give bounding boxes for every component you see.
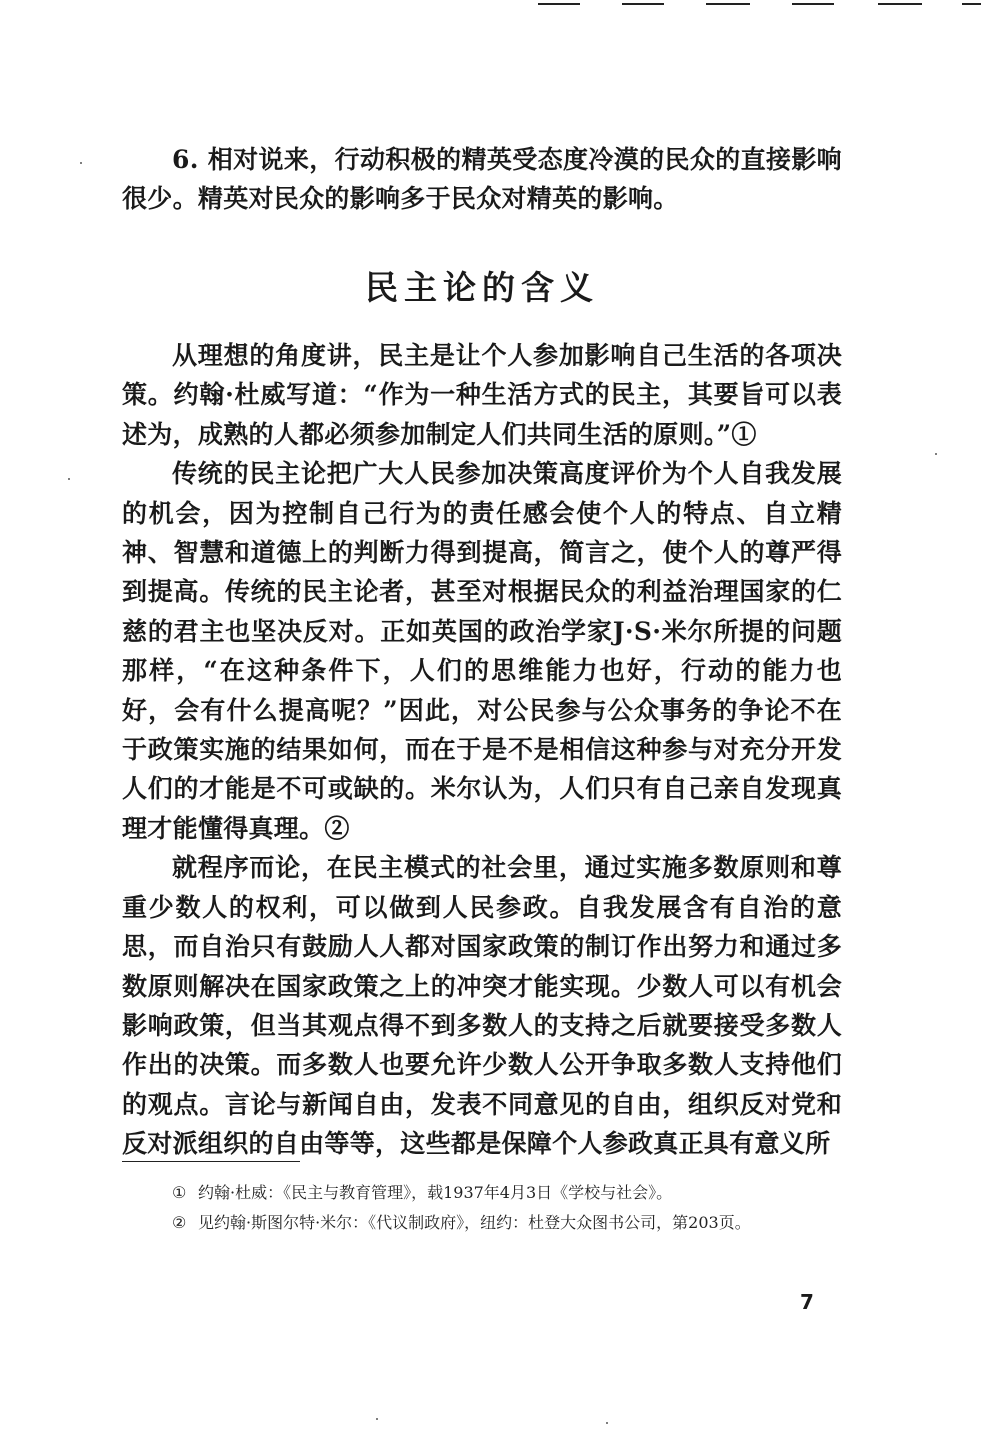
scan-speck [376,1418,378,1420]
page-number: 7 [800,1290,814,1314]
body-text [122,336,842,1164]
section-heading: 民主论的含义 [365,268,599,307]
footnote-text: 见约翰·斯图尔特·米尔：《代议制政府》，纽约：杜登大众图书公司，第203页。 [198,1213,751,1232]
intro-paragraph: 6. 相对说来，行动积极的精英受态度冷漠的民众的直接影响很少。精英对民众的影响多于民众对精英的影响。 [122,145,842,214]
scan-speck [606,1422,608,1424]
footnote-mark: ① [172,1183,187,1202]
scan-speck [80,162,82,164]
scan-speck [68,478,70,480]
paragraph-2: 传统的民主论把广大人民参加决策高度评价为个人自我发展的机会，因为控制自己行为的责任感会使个人的特点、自立精神、智慧和道德上的判断力得到提高，简言之，使个人的尊严得到提高。传统的民主论者，甚至对根据民众的利益治理国家的仁慈的君主也坚决反对。正如英国的政治学家J·S·米尔所提的问题那样，“在这种条件下，人们的思维能力也好，行动的能力也好，会有什么提高呢？”因此，对公民参与公众事务的争论不在于政策实施的结果如何，而在于是不是相信这种参与对充分开发人们的才能是不可或缺的。米尔认为，人们只有自己亲自发现真理才能懂得真理。② [122,459,842,843]
footnotes [122,1178,842,1238]
footnote-text: 约翰·杜威：《民主与教育管理》，载1937年4月3日《学校与社会》。 [198,1183,673,1202]
footnote-mark: ② [172,1213,187,1232]
footnote-2 [122,1208,842,1238]
paragraph-3: 就程序而论，在民主模式的社会里，通过实施多数原则和尊重少数人的权利，可以做到人民参政。自我发展含有自治的意思，而自治只有鼓励人人都对国家政策的制订作出努力和通过多数原则解决在国家政策之上的冲突才能实现。少数人可以有机会影响政策，但当其观点得不到多数人的支持之后就要接受多数人作出的决策。而多数人也要允许少数人公开争取多数人支持他们的观点。言论与新闻自由，发表不同意见的自由，组织反对党和反对派组织的自由等等，这些都是保障个人参政真正具有意义所 [122,853,842,1159]
paragraph-1: 从理想的角度讲，民主是让个人参加影响自己生活的各项决策。约翰·杜威写道：“作为一种生活方式的民主，其要旨可以表述为，成熟的人都必须参加制定人们共同生活的原则。”① [122,341,842,449]
top-edge-rules [0,0,981,12]
footnote-1 [122,1178,842,1208]
footnote-separator [122,1161,300,1162]
scan-speck [935,453,937,455]
